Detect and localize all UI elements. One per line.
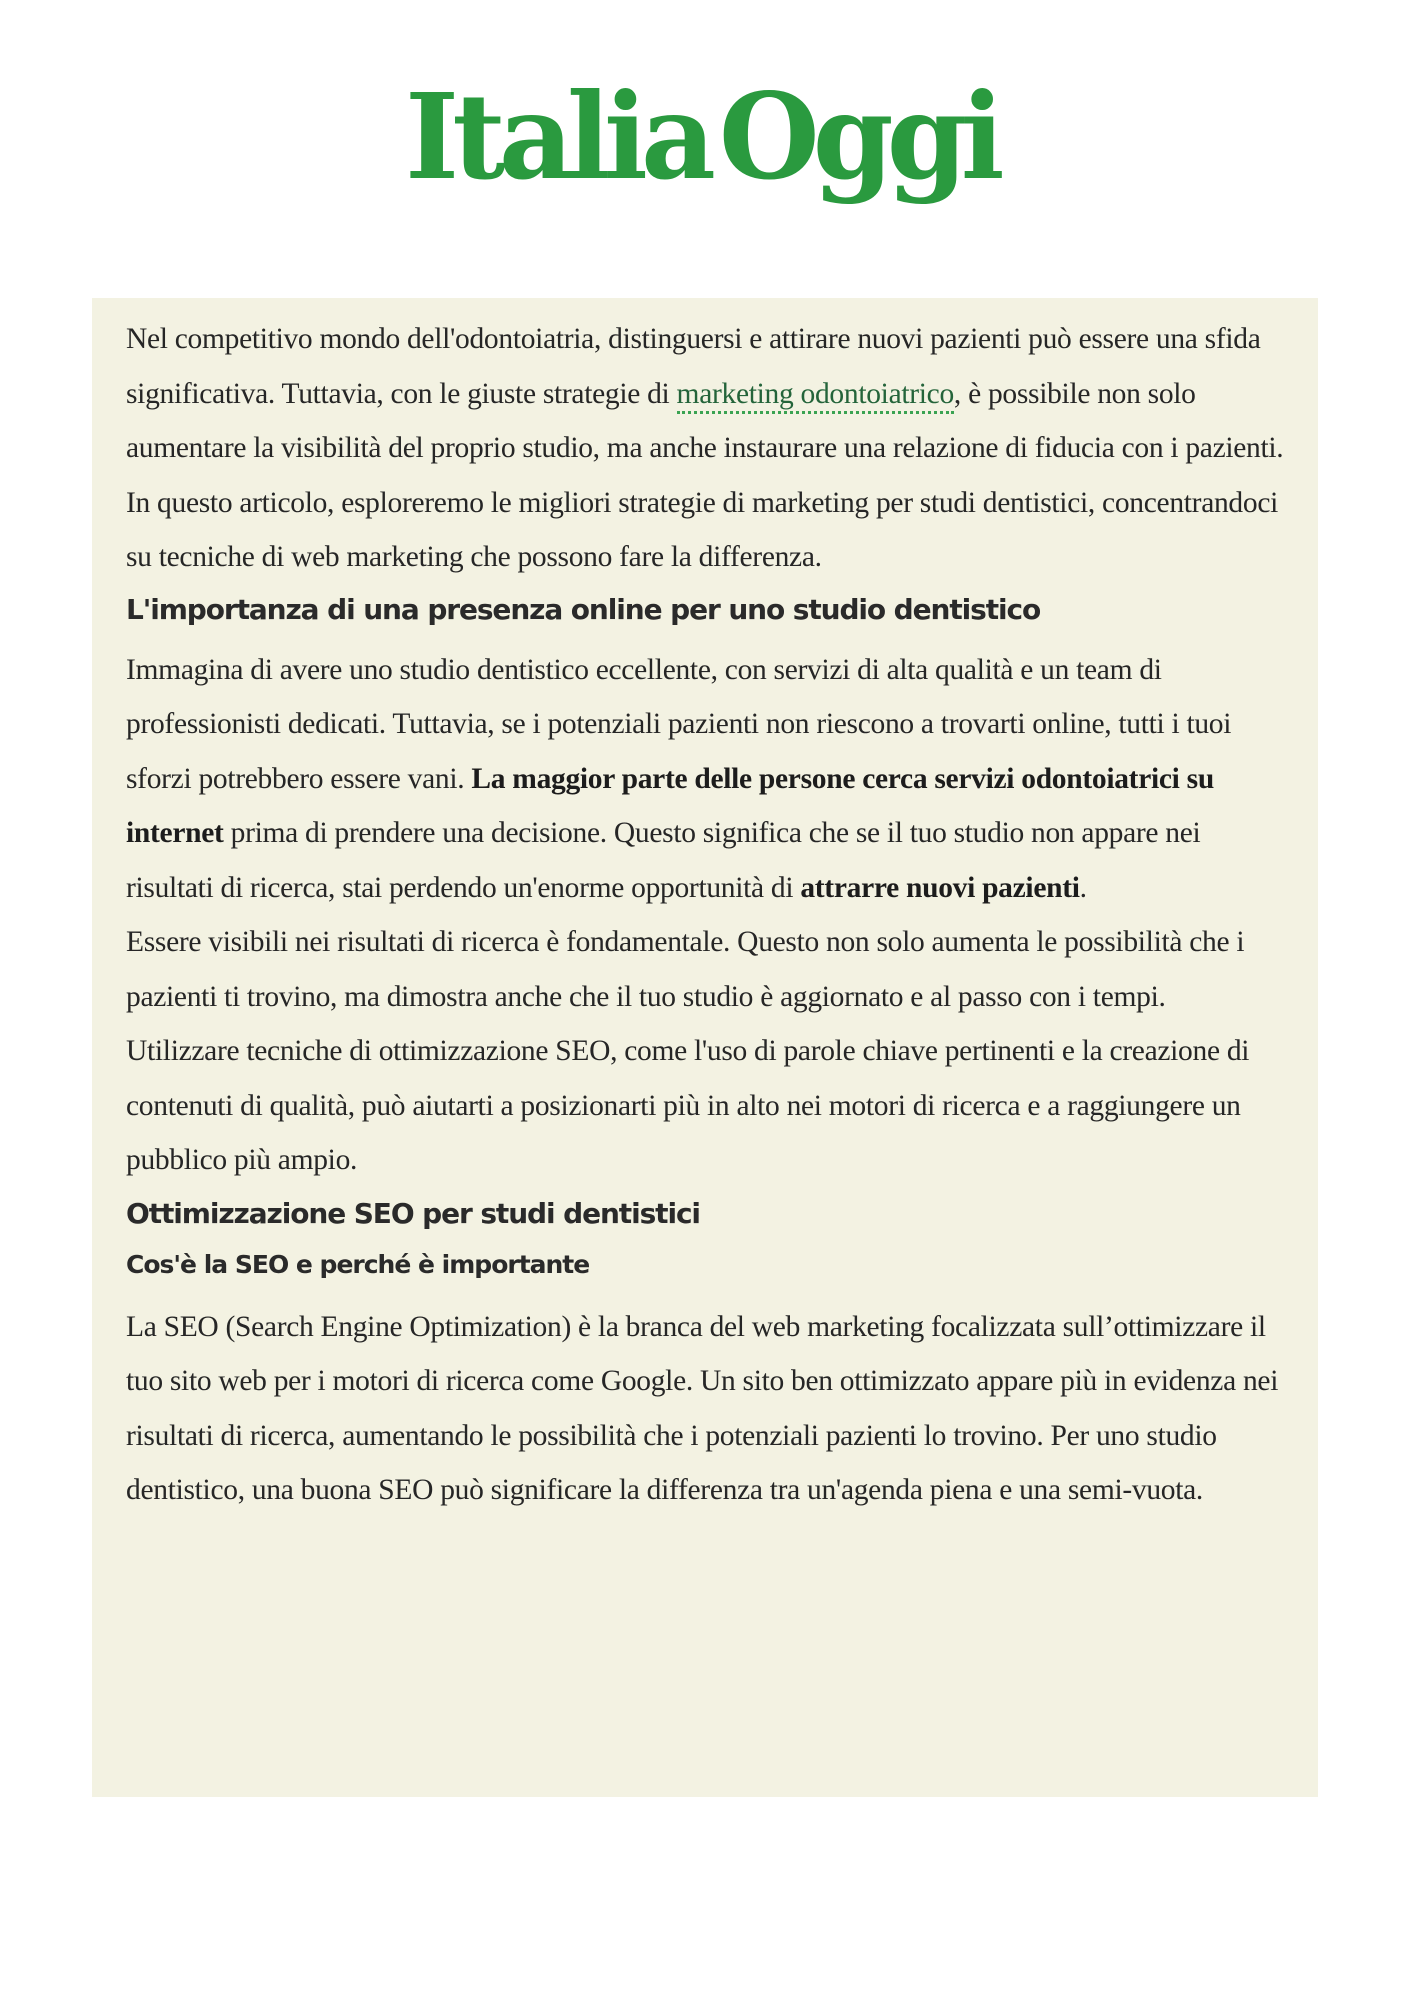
presence-bold-1: La maggior parte delle persone cerca servizi odontoiatrici su internet xyxy=(126,762,1214,849)
intro-text-end: , è possibile non solo aumentare la visibilità del proprio studio, ma anche instaurare una relazione di fiducia con i pazienti. In questo articolo, esploreremo le migliori strategie di marketing per studi dentistici, concentrandoci su tecniche di web marketing che possono fare la differenza. xyxy=(126,377,1284,573)
presence-text-3: . xyxy=(1079,871,1087,904)
online-presence-paragraph xyxy=(126,643,1284,916)
presence-text-2: prima di prendere una decisione. Questo significa che se il tuo studio non appare nei risultati di ricerca, stai perdendo un'enorme opportunità di xyxy=(126,817,1201,904)
section-heading-online-presence: L'importanza di una presenza online per uno studio dentistico xyxy=(126,592,1041,626)
visibility-paragraph: Essere visibili nei risultati di ricerca è fondamentale. Questo non solo aumenta le possibilità che i pazienti ti trovino, ma dimostra anche che il tuo studio è aggiornato e al passo con i tempi. Utilizzare tecniche di ottimizzazione SEO, come l'uso di parole chiave pertinenti e la creazione di contenuti di qualità, può aiutarti a posizionarti più in alto nei motori di ricerca e a raggiungere un pubblico più ampio. xyxy=(126,926,1250,1176)
section-heading-seo: Ottimizzazione SEO per studi dentistici xyxy=(126,1196,700,1230)
presence-bold-2: attrarre nuovi pazienti xyxy=(800,871,1080,904)
logo-part-oggi: Oggi xyxy=(718,67,998,206)
article-body xyxy=(92,298,1318,1797)
marketing-odontoiatrico-link[interactable]: marketing odontoiatrico xyxy=(677,378,954,414)
presence-text-1: Immagina di avere uno studio dentistico eccellente, con servizi di alta qualità e un team di professionisti dedicati. Tuttavia, se i potenziali pazienti non riescono a trovarti online, tutti i tuoi sforzi potrebbero essere vani. xyxy=(126,653,1232,795)
intro-text-start: Nel competitivo mondo dell'odontoiatria, distinguersi e attirare nuovi pazienti può essere una sfida significativa. Tuttavia, con le giuste strategie di xyxy=(126,323,1261,410)
masthead xyxy=(0,62,1410,222)
italiaoggi-logo[interactable] xyxy=(405,62,998,212)
subheading-what-is-seo: Cos'è la SEO e perché è importante xyxy=(126,1249,590,1279)
intro-paragraph xyxy=(126,312,1284,585)
logo-part-italia: Italia xyxy=(404,67,709,206)
seo-definition-paragraph: La SEO (Search Engine Optimization) è la branca del web marketing focalizzata sull’ottimizzare il tuo sito web per i motori di ricerca come Google. Un sito ben ottimizzato appare più in evidenza nei risultati di ricerca, aumentando le possibilità che i potenziali pazienti lo trovino. Per uno studio dentistico, una buona SEO può significare la differenza tra un'agenda piena e una semi-vuota. xyxy=(126,1310,1279,1506)
